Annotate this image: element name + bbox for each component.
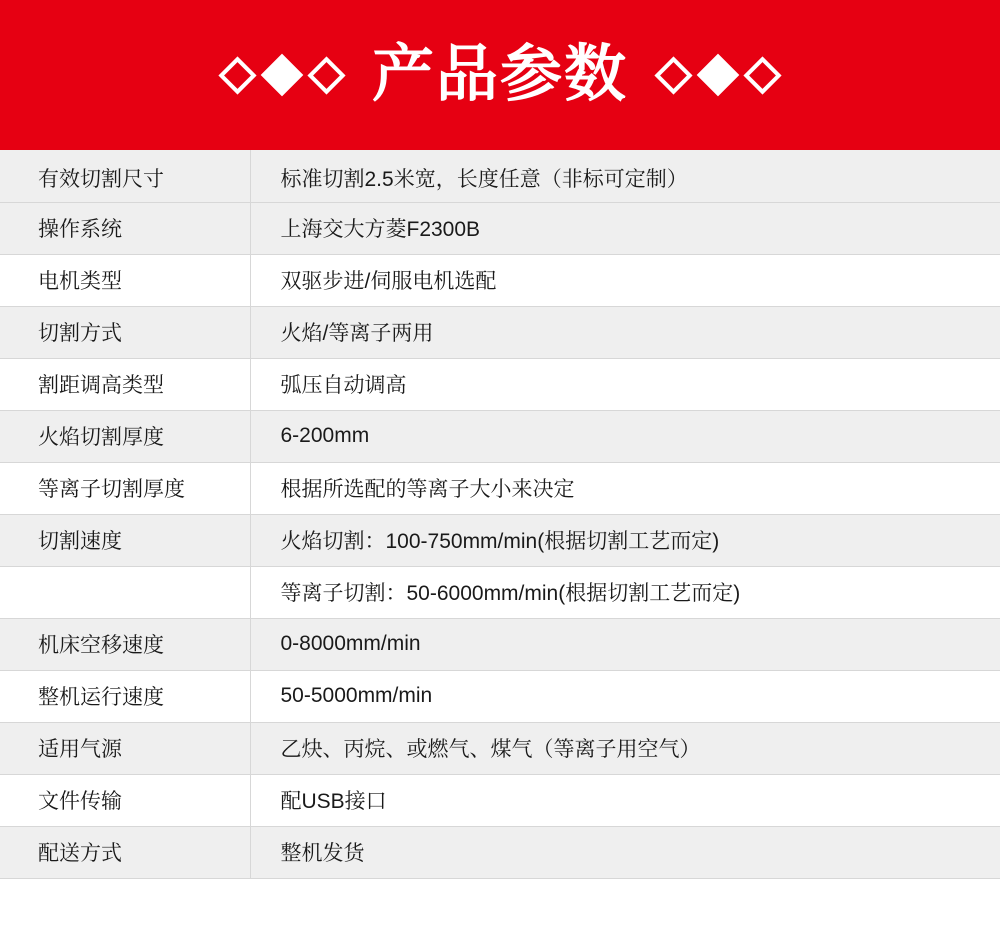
spec-value: 6-200mm [250,410,1000,462]
diamond-filled-icon [261,54,303,96]
table-row [0,670,1000,722]
spec-value: 0-8000mm/min [250,618,1000,670]
spec-label: 火焰切割厚度 [0,410,250,462]
spec-label: 文件传输 [0,774,250,826]
table-row [0,410,1000,462]
table-row [0,358,1000,410]
spec-value: 双驱步进/伺服电机选配 [250,254,1000,306]
spec-value: 等离子切割：50-6000mm/min(根据切割工艺而定) [250,566,1000,618]
spec-value: 配USB接口 [250,774,1000,826]
spec-value: 上海交大方菱F2300B [250,202,1000,254]
table-row [0,462,1000,514]
spec-label: 适用气源 [0,722,250,774]
diamond-outline-icon [307,56,345,94]
spec-label [0,566,250,618]
spec-label: 机床空移速度 [0,618,250,670]
spec-value: 根据所选配的等离子大小来决定 [250,462,1000,514]
banner-right-ornaments [660,60,776,90]
spec-label: 割距调高类型 [0,358,250,410]
spec-label: 配送方式 [0,826,250,878]
spec-label: 切割速度 [0,514,250,566]
banner-left-ornaments [224,60,340,90]
spec-label: 切割方式 [0,306,250,358]
table-row [0,566,1000,618]
spec-label: 整机运行速度 [0,670,250,722]
table-row [0,722,1000,774]
spec-label: 有效切割尺寸 [0,150,250,202]
spec-value: 弧压自动调高 [250,358,1000,410]
table-row [0,826,1000,878]
specification-table [0,150,1000,879]
spec-value: 标准切割2.5米宽，长度任意（非标可定制） [250,150,1000,202]
spec-value: 50-5000mm/min [250,670,1000,722]
table-row [0,618,1000,670]
spec-value: 火焰切割：100-750mm/min(根据切割工艺而定) [250,514,1000,566]
diamond-filled-icon [697,54,739,96]
table-row [0,150,1000,202]
table-row [0,202,1000,254]
table-row [0,254,1000,306]
page-banner [0,0,1000,150]
spec-value: 火焰/等离子两用 [250,306,1000,358]
spec-value: 整机发货 [250,826,1000,878]
table-row [0,514,1000,566]
page-title: 产品参数 [371,40,628,109]
diamond-outline-icon [743,56,781,94]
table-row [0,306,1000,358]
spec-label: 等离子切割厚度 [0,462,250,514]
spec-value: 乙炔、丙烷、或燃气、煤气（等离子用空气） [250,722,1000,774]
diamond-outline-icon [654,56,692,94]
table-row [0,774,1000,826]
spec-label: 电机类型 [0,254,250,306]
spec-label: 操作系统 [0,202,250,254]
diamond-outline-icon [218,56,256,94]
